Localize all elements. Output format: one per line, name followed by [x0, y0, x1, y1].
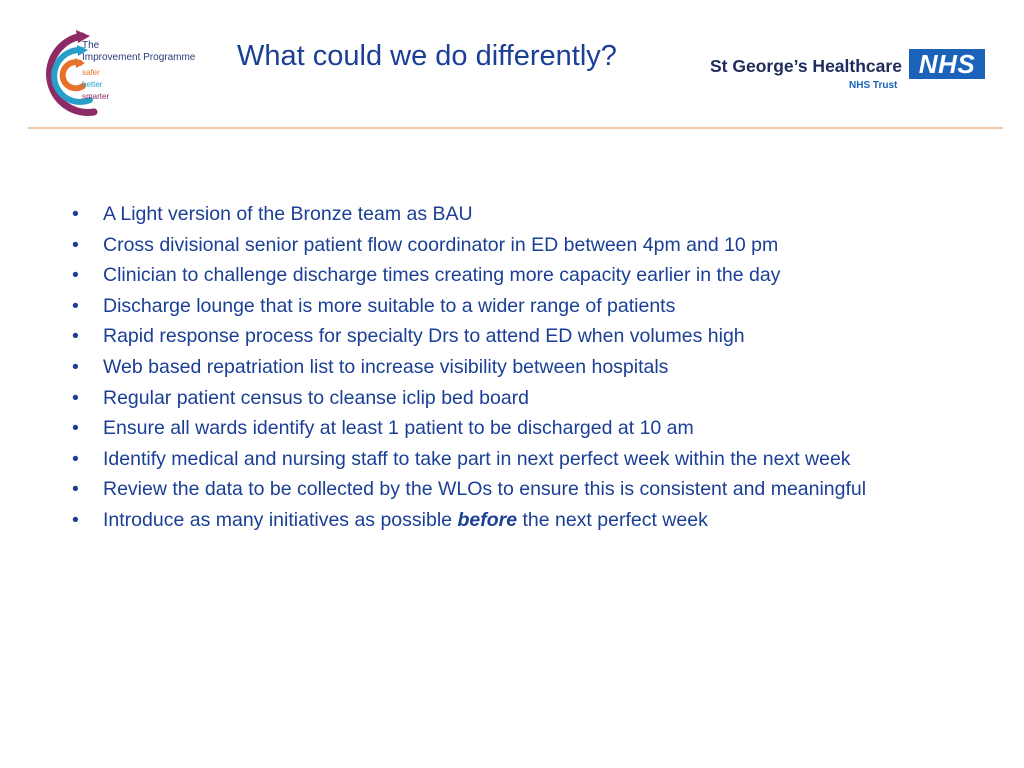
bullet-icon: • [72, 447, 79, 470]
bullet-icon: • [72, 478, 79, 501]
list-item-text: Ensure all wards identify at least 1 patient to be discharged at 10 am [103, 417, 694, 440]
list-item [70, 352, 940, 383]
list-item [70, 413, 940, 444]
list-item [70, 321, 940, 352]
bullet-list [70, 199, 940, 536]
list-item-text: Discharge lounge that is more suitable to a wider range of patients [103, 294, 676, 317]
bullet-icon: • [72, 386, 79, 409]
list-item [70, 291, 940, 322]
bullet-icon: • [72, 264, 79, 287]
list-item [70, 383, 940, 414]
trust-suffix: NHS Trust [849, 80, 898, 91]
bullet-icon: • [72, 417, 79, 440]
list-item-text-end: the next perfect week [517, 508, 708, 531]
list-item [70, 444, 940, 475]
list-item-text: Web based repatriation list to increase visibility between hospitals [103, 355, 669, 378]
list-item [70, 474, 940, 505]
logo-text-better: better [82, 80, 103, 89]
bullet-icon: • [72, 355, 79, 378]
trust-name: St George’s Healthcare [710, 56, 902, 76]
list-item-text-start: Introduce as many initiatives as possible [103, 508, 458, 531]
list-item [70, 505, 940, 536]
slide-title: What could we do differently? [237, 40, 617, 72]
bullet-icon: • [72, 508, 79, 531]
bullet-icon: • [72, 203, 79, 225]
logo-text-the: The [82, 40, 100, 51]
list-item [70, 260, 940, 291]
bullet-icon: • [72, 294, 79, 317]
logo-text-safer: safer [82, 68, 100, 77]
list-item-text: Regular patient census to cleanse iclip bed board [103, 386, 530, 409]
logo-text-programme: Improvement Programme [82, 52, 196, 63]
list-item-text: Clinician to challenge discharge times creating more capacity earlier in the day [103, 264, 781, 287]
list-item-text: A Light version of the Bronze team as BAU [103, 203, 473, 225]
logo-text-smarter: smarter [82, 92, 110, 101]
bullet-icon: • [72, 233, 79, 256]
list-item-text: Cross divisional senior patient flow coordinator in ED between 4pm and 10 pm [103, 233, 779, 256]
bullet-icon: • [72, 325, 79, 348]
trust-logo [710, 46, 986, 94]
nhs-badge: NHS [909, 49, 985, 79]
list-item-text [103, 509, 708, 531]
list-item-text: Identify medical and nursing staff to take part in next perfect week within the next week [103, 447, 851, 470]
list-item-text: Rapid response process for specialty Drs to attend ED when volumes high [103, 325, 745, 348]
emphasis-text: before [457, 508, 518, 531]
list-item-text: Review the data to be collected by the WLOs to ensure this is consistent and meaningful [103, 478, 867, 501]
improvement-programme-logo [36, 26, 226, 122]
header-divider [28, 127, 1003, 129]
list-item [70, 230, 940, 261]
list-item [70, 199, 940, 230]
